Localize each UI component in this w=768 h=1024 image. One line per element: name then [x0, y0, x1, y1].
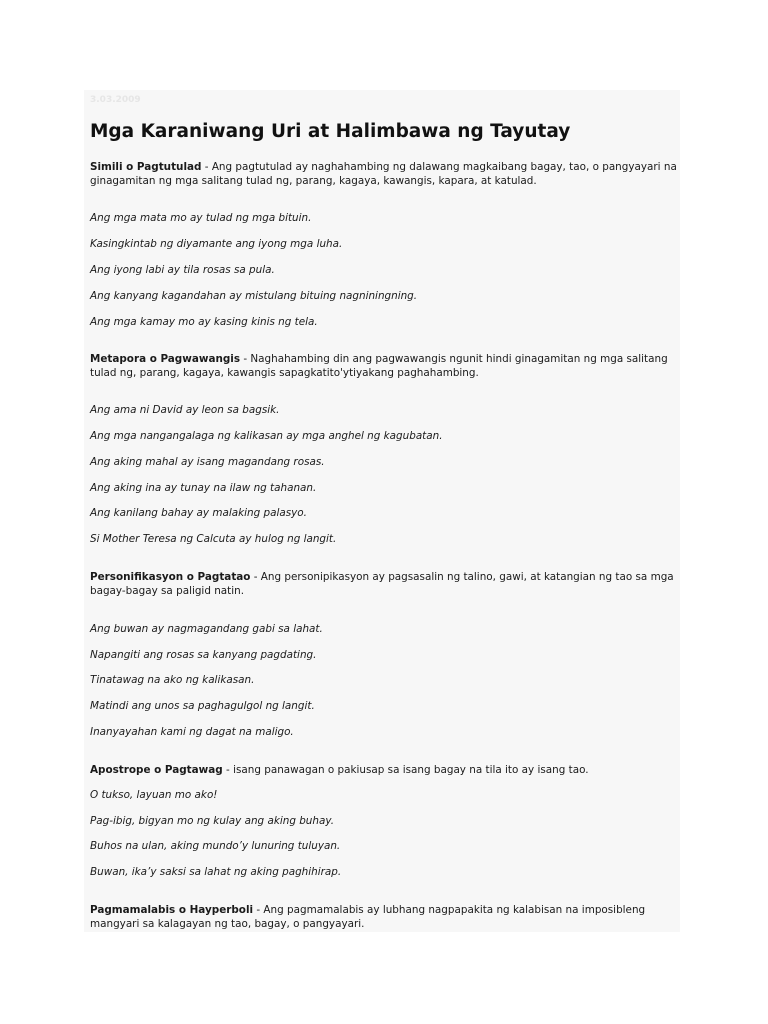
example-line: Ang iyong labi ay tila rosas sa pula. [90, 264, 275, 276]
example-line: Ang aking mahal ay isang magandang rosas. [90, 456, 325, 468]
example-line: Ang ama ni David ay leon sa bagsik. [90, 404, 280, 416]
example-line: Ang mga kamay mo ay kasing kinis ng tela. [90, 316, 318, 328]
example-line: Ang kanilang bahay ay malaking palasyo. [90, 507, 307, 519]
example-line: Matindi ang unos sa paghagulgol ng langit. [90, 700, 315, 712]
section-definition-apostrope [90, 764, 680, 778]
example-line: Ang kanyang kagandahan ay mistulang bituing nagniningning. [90, 290, 418, 302]
section-description: - isang panawagan o pakiusap sa isang bagay na tila ito ay isang tao. [222, 764, 589, 776]
example-line: Ang mga nangangalaga ng kalikasan ay mga anghel ng kagubatan. [90, 430, 443, 442]
example-line: Si Mother Teresa ng Calcuta ay hulog ng langit. [90, 533, 337, 545]
example-line: Pag-ibig, bigyan mo ng kulay ang aking buhay. [90, 815, 334, 827]
section-definition-personifikasyon [90, 571, 680, 598]
example-line: Buwan, ika’y saksi sa lahat ng aking paghihirap. [90, 866, 342, 878]
section-definition-metapora [90, 353, 680, 380]
example-line: Ang mga mata mo ay tulad ng mga bituin. [90, 212, 312, 224]
section-term: Apostrope o Pagtawag [90, 764, 223, 776]
section-definition-pagmamalabis [90, 904, 680, 931]
example-line: Buhos na ulan, aking mundo’y lunuring tuluyan. [90, 840, 341, 852]
example-line: Kasingkintab ng diyamante ang iyong mga luha. [90, 238, 343, 250]
example-line: Napangiti ang rosas sa kanyang pagdating. [90, 649, 317, 661]
section-description: - Ang personipikasyon ay pagsasalin ng talino, gawi, at katangian ng tao sa mga bagay-bagay sa paligid natin. [90, 571, 674, 597]
section-description: - Ang pagmamalabis ay lubhang nagpapakita ng kalabisan na imposibleng mangyari sa kalagayan ng tao, bagay, o pangyayari. [90, 904, 646, 930]
section-description: - Naghahambing din ang pagwawangis ngunit hindi ginagamitan ng mga salitang tulad ng, parang, kagaya, kawangis sapagkatito'ytiyakang paghahambing. [90, 353, 668, 379]
section-term: Personifikasyon o Pagtatao [90, 571, 251, 583]
document-title: Mga Karaniwang Uri at Halimbawa ng Tayutay [90, 121, 571, 142]
section-term: Metapora o Pagwawangis [90, 353, 241, 365]
section-term: Pagmamalabis o Hayperboli [90, 904, 254, 916]
section-term: Simili o Pagtutulad [90, 161, 202, 173]
example-line: Inanyayahan kami ng dagat na maligo. [90, 726, 294, 738]
section-description: - Ang pagtutulad ay naghahambing ng dalawang magkaibang bagay, tao, o pangyayari na ginagamitan ng mga salitang tulad ng, parang, kagaya, kawangis, kapara, at katulad. [90, 161, 677, 187]
example-line: Tinatawag na ako ng kalikasan. [90, 674, 255, 686]
example-line: Ang buwan ay nagmagandang gabi sa lahat. [90, 623, 323, 635]
example-line: Ang aking ina ay tunay na ilaw ng tahanan. [90, 482, 317, 494]
document-date: 3.03.2009 [90, 95, 141, 105]
section-definition-simili [90, 161, 680, 188]
example-line: O tukso, layuan mo ako! [90, 789, 218, 801]
